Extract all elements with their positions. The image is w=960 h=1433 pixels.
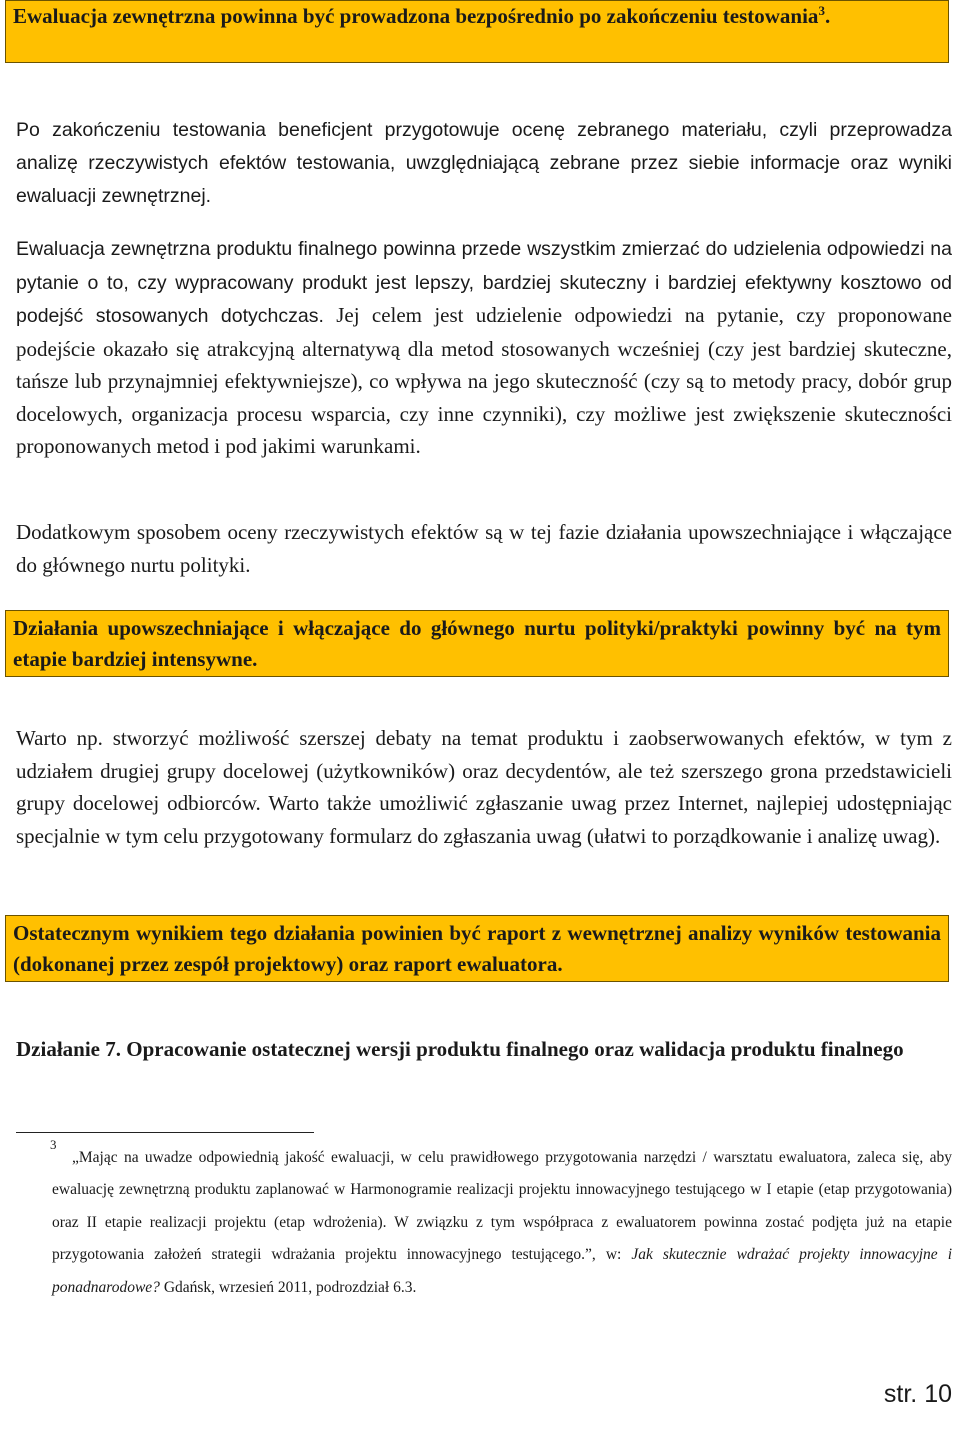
paragraph-debate: Warto np. stworzyć możliwość szerszej debaty na temat produktu i zaobserwowanych efektów, w tym z udziałem drugiej grupy docelowej (użytkowników) oraz decydentów, ale też szerszego grona przedstawicieli grupy docelowej odbiorców. Warto także umożliwić zgłaszanie uwag przez Internet, najlepiej udostępniając specjalnie w tym celu przygotowany formularz do zgłaszania uwag (ułatwi to porządkowanie i analizę uwag). — [16, 726, 952, 848]
highlight-box-text: Działania upowszechniające i włączające do głównego nurtu polityki/praktyki powinny być na tym etapie bardziej intensywne. — [13, 616, 941, 671]
highlight-box-text: Ewaluacja zewnętrzna powinna być prowadzona bezpośrednio po zakończeniu testowania — [13, 4, 819, 28]
highlight-box-final-report — [5, 915, 949, 982]
highlight-box-evaluation-timing — [5, 0, 949, 63]
footnote-text: „Mając na uwadze odpowiednią jakość ewaluacji, w celu prawidłowego przygotowania narzędzi / warsztatu ewaluatora, zaleca się, aby ewaluację zewnętrzną produktu zaplanować w Harmonogramie realizacji projektu innowacyjnego testującego w I etapie (etap przygotowania) oraz II etapie realizacji projektu (etap wdrożenia). W związku z tym współpraca z ewaluatorem powinna zostać podjęta już na etapie przygotowania założeń strategii wdrażania projektu innowacyjnego testującego.”, w: — [52, 1149, 952, 1264]
highlight-box-text: Ostatecznym wynikiem tego działania powinien być raport z wewnętrznej analizy wyników testowania (dokonanej przez zespół projektowy) oraz raport ewaluatora. — [13, 921, 941, 976]
paragraph-dissemination: Dodatkowym sposobem oceny rzeczywistych efektów są w tej fazie działania upowszechniające i włączające do głównego nurtu polityki. — [16, 520, 952, 577]
footnote-separator — [16, 1132, 314, 1133]
highlight-box-dissemination — [5, 610, 949, 677]
footnote-text-end: Gdańsk, wrzesień 2011, podrozdział 6.3. — [159, 1278, 417, 1296]
highlight-box-text-end: . — [824, 4, 831, 28]
footnote-number: 3 — [50, 1137, 57, 1152]
section-heading-action-7: Działanie 7. Opracowanie ostatecznej wersji produktu finalnego oraz walidacja produktu finalnego — [16, 1037, 904, 1061]
footnote-reference[interactable]: 3 — [818, 3, 825, 18]
paragraph-external-evaluation-sans: Ewaluacja zewnętrzna produktu finalnego powinna przede wszystkim zmierzać do udzielenia odpowiedzi na pytanie o to, czy wypracowany produkt jest lepszy, bardziej skuteczny i bardziej efektywny kosztowo od podejść stosowanych dotychczas. — [16, 238, 952, 327]
paragraph-external-evaluation-serif: Jej celem jest udzielenie odpowiedzi na pytanie, czy proponowane podejście okazało się atrakcyjną alternatywą dla metod stosowanych wcześniej (czy jest bardziej skuteczne, tańsze lub przynajmniej efektywniejsze), co wpływa na jego skuteczność (czy są to metody pracy, dobór grup docelowych, organizacja procesu wsparcia, czy inne czynniki), czy możliwe jest zwiększenie skuteczności proponowanych metod i pod jakimi warunkami. — [16, 303, 952, 458]
page-number: str. 10 — [883, 1380, 952, 1408]
paragraph-analysis: Po zakończeniu testowania beneficjent przygotowuje ocenę zebranego materiału, czyli przeprowadza analizę rzeczywistych efektów testowania, uwzględniającą zebrane przez siebie informacje oraz wyniki ewaluacji zewnętrznej. — [16, 119, 952, 207]
paragraph-external-evaluation — [16, 232, 952, 463]
footnote — [50, 1137, 952, 1304]
footnote-title-italic: Jak skutecznie wdrażać projekty innowacyjne i ponadnarodowe? — [52, 1246, 952, 1296]
